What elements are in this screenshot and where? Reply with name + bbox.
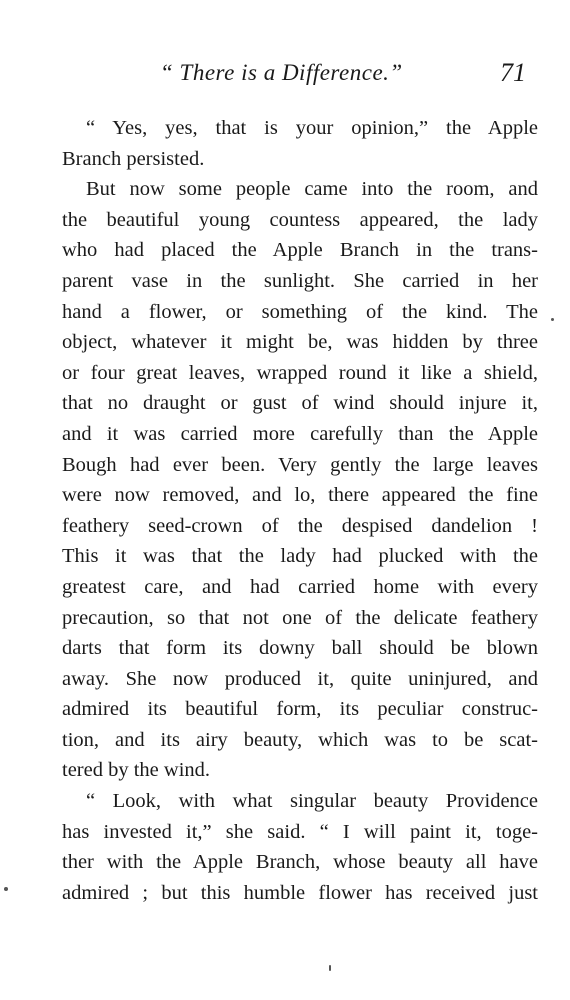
text-line: and it was carried more carefully than the Apple	[62, 422, 538, 445]
text-line: This it was that the lady had plucked with the	[62, 545, 538, 568]
text-line: admired its beautiful form, its peculiar construc-	[62, 698, 538, 721]
text-line: Bough had ever been. Very gently the large leaves	[62, 453, 538, 476]
text-line: or four great leaves, wrapped round it like a shield,	[62, 361, 538, 384]
text-line: “ Yes, yes, that is your opinion,” the Apple	[86, 117, 538, 139]
text-line: admired ; but this humble flower has received just	[62, 881, 538, 904]
text-line: darts that form its downy ball should be blown	[62, 637, 538, 660]
text-line: hand a flower, or something of the kind. The	[62, 300, 538, 323]
text-line: But now some people came into the room, and	[86, 178, 538, 201]
running-head	[0, 56, 570, 90]
text-line: greatest care, and had carried home with every	[62, 575, 538, 598]
text-line: parent vase in the sunlight. She carried in her	[62, 269, 538, 292]
text-line: feathery seed-crown of the despised dandelion !	[62, 514, 538, 537]
text-line: “ Look, with what singular beauty Providence	[86, 790, 538, 813]
text-line: has invested it,” she said. “ I will paint it, toge-	[62, 820, 538, 843]
text-line: the beautiful young countess appeared, the lady	[62, 208, 538, 231]
print-speck	[329, 965, 331, 971]
text-line: tion, and its airy beauty, which was to be scat-	[62, 728, 538, 751]
body-text	[62, 113, 538, 908]
text-line: away. She now produced it, quite uninjured, and	[62, 667, 538, 690]
text-line: Branch persisted.	[62, 147, 205, 170]
print-speck	[551, 318, 554, 321]
text-line: who had placed the Apple Branch in the trans-	[62, 239, 538, 262]
running-title: “ There is a Difference.”	[160, 60, 403, 85]
print-speck	[4, 887, 8, 891]
text-line: were now removed, and lo, there appeared the fine	[62, 484, 538, 507]
text-line: precaution, so that not one of the delicate feathery	[62, 606, 538, 629]
text-line: ther with the Apple Branch, whose beauty all have	[62, 851, 538, 874]
text-line: tered by the wind.	[62, 759, 211, 782]
text-line: that no draught or gust of wind should injure it,	[62, 392, 538, 415]
text-line: object, whatever it might be, was hidden by three	[62, 331, 538, 354]
page-number: 71	[500, 58, 526, 87]
